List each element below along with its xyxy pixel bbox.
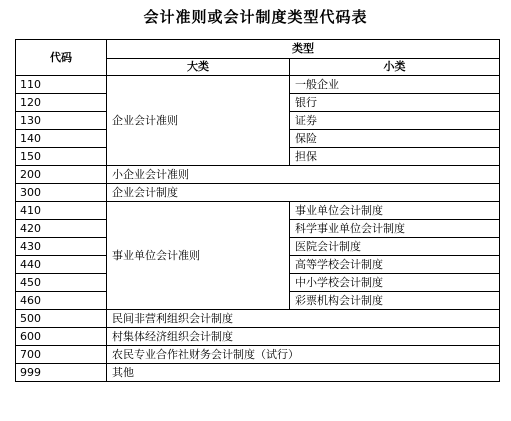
table-row [16, 76, 500, 94]
code-cell: 420 [16, 220, 107, 238]
major-category-cell: 事业单位会计准则 [107, 202, 290, 310]
major-category-cell: 小企业会计准则 [107, 166, 500, 184]
page-title: 会计准则或会计制度类型代码表 [143, 8, 368, 26]
code-cell: 700 [16, 346, 107, 364]
code-cell: 150 [16, 148, 107, 166]
major-category-cell: 企业会计准则 [107, 76, 290, 166]
table-row [16, 328, 500, 346]
minor-category-cell: 科学事业单位会计制度 [290, 220, 500, 238]
code-table [15, 39, 500, 382]
minor-category-cell: 医院会计制度 [290, 238, 500, 256]
table-body [16, 76, 500, 382]
major-column-header: 大类 [107, 59, 290, 76]
code-cell: 600 [16, 328, 107, 346]
minor-category-cell: 事业单位会计制度 [290, 202, 500, 220]
code-cell: 460 [16, 292, 107, 310]
table-row [16, 166, 500, 184]
table-row [16, 364, 500, 382]
code-cell: 300 [16, 184, 107, 202]
code-cell: 110 [16, 76, 107, 94]
code-cell: 200 [16, 166, 107, 184]
type-column-header: 类型 [107, 40, 500, 59]
code-cell: 430 [16, 238, 107, 256]
code-cell: 140 [16, 130, 107, 148]
code-cell: 440 [16, 256, 107, 274]
code-cell: 120 [16, 94, 107, 112]
major-category-cell: 其他 [107, 364, 500, 382]
code-cell: 130 [16, 112, 107, 130]
table-header [16, 40, 500, 76]
code-cell: 410 [16, 202, 107, 220]
code-cell: 450 [16, 274, 107, 292]
major-category-cell: 民间非营利组织会计制度 [107, 310, 500, 328]
minor-category-cell: 担保 [290, 148, 500, 166]
minor-category-cell: 彩票机构会计制度 [290, 292, 500, 310]
table-row [16, 202, 500, 220]
table-row [16, 310, 500, 328]
major-category-cell: 农民专业合作社财务会计制度（试行） [107, 346, 500, 364]
minor-category-cell: 银行 [290, 94, 500, 112]
table-row [16, 184, 500, 202]
minor-column-header: 小类 [290, 59, 500, 76]
code-column-header: 代码 [16, 40, 107, 76]
minor-category-cell: 高等学校会计制度 [290, 256, 500, 274]
minor-category-cell: 中小学校会计制度 [290, 274, 500, 292]
minor-category-cell: 一般企业 [290, 76, 500, 94]
table-row [16, 346, 500, 364]
code-cell: 500 [16, 310, 107, 328]
minor-category-cell: 证券 [290, 112, 500, 130]
major-category-cell: 村集体经济组织会计制度 [107, 328, 500, 346]
minor-category-cell: 保险 [290, 130, 500, 148]
code-cell: 999 [16, 364, 107, 382]
header-row-top [16, 40, 500, 59]
major-category-cell: 企业会计制度 [107, 184, 500, 202]
